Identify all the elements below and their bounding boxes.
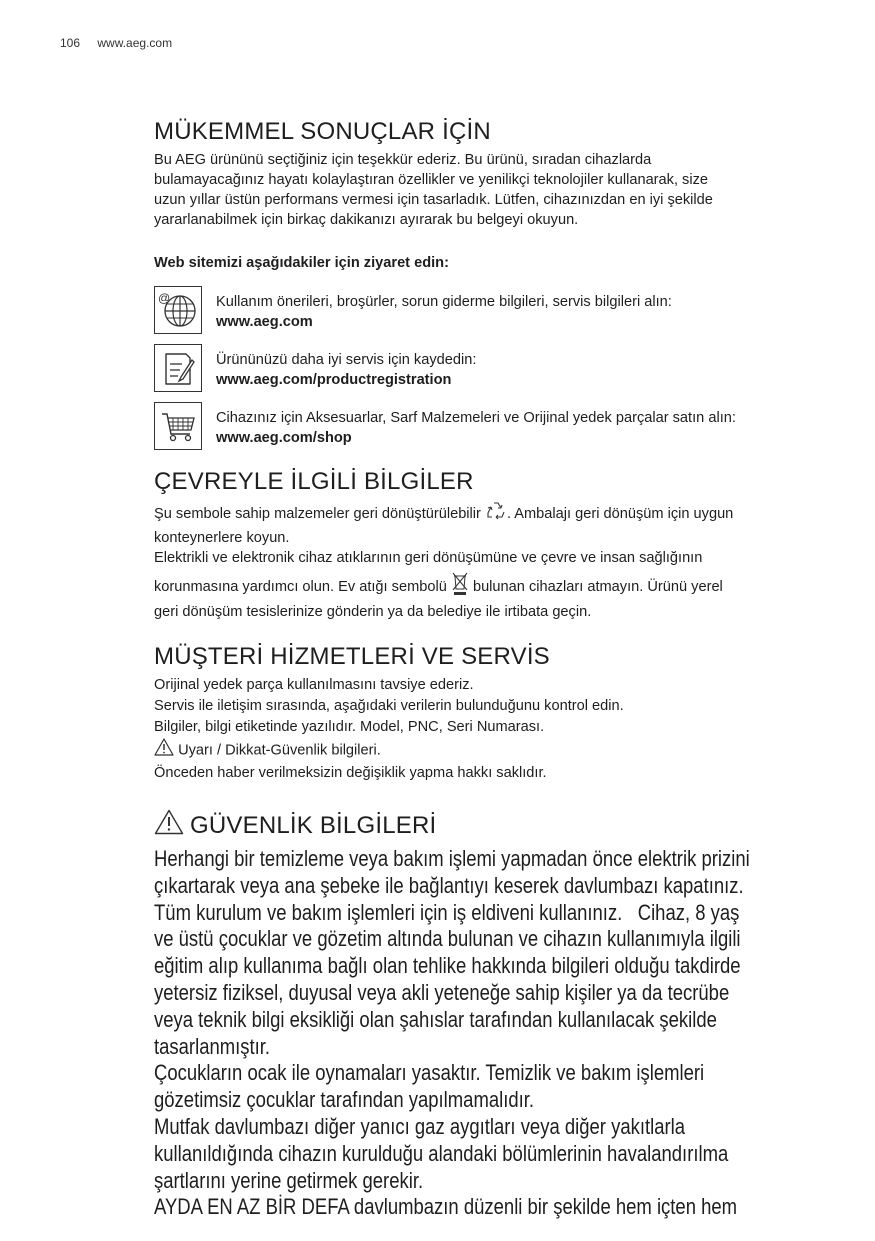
header-website[interactable]: www.aeg.com [97,36,173,50]
environment-text: konteynerlere koyun. [154,530,290,546]
globe-icon [154,286,202,334]
intro-line: bulamayacağınız hayatı kolaylaştıran özellikler ve yenilikçi teknolojiler kullanarak, size [154,172,709,188]
link-row-info [154,286,824,334]
environment-text: geri dönüşüm tesislerinize gönderin ya da belediye ile irtibata geçin. [154,604,592,620]
service-text: Önceden haber verilmeksizin değişiklik yapma hakkı saklıdır. [154,765,547,781]
section-perfect-results [154,118,824,450]
intro-line: uzun yıllar üstün performans vermesi için tasarladık. Lütfen, cihazınızdan en iyi şekilde [154,192,713,208]
section-title-perfect-results: MÜKEMMEL SONUÇLAR İÇİN [154,118,491,145]
registration-icon [154,344,202,392]
shopping-cart-icon [154,402,202,450]
section-customer-service [154,643,824,784]
safety-line: çıkartarak veya ana şebeke ile bağlantıyı keserek davlumbazı kapatınız. [154,872,744,898]
intro-paragraph [154,150,824,230]
service-text: Bilgiler, bilgi etiketinde yazılıdır. Model, PNC, Seri Numarası. [154,719,545,735]
weee-bin-icon [451,572,469,602]
environment-text: bulunan cihazları atmayın. Ürünü yerel [472,578,723,595]
service-text: Servis ile iletişim sırasında, aşağıdaki verilerin bulunduğunu kontrol edin. [154,698,624,714]
safety-line: eğitim alıp kullanıma bağlı olan tehlike hakkında bilgileri olduğu takdirde [154,953,741,979]
service-paragraph [154,675,824,784]
safety-paragraph [154,846,818,1221]
environment-text: korunmasına yardımcı olun. Ev atığı sembolü [154,578,447,595]
page-number: 106 [60,36,81,50]
link-url[interactable]: www.aeg.com [216,314,313,330]
environment-paragraph [154,500,824,622]
intro-line: Bu AEG ürününü seçtiğiniz için teşekkür ederiz. Bu ürünü, sıradan cihazlarda [154,152,652,168]
link-url[interactable]: www.aeg.com/productregistration [216,372,452,388]
safety-line: Mutfak davlumbazı diğer yanıcı gaz aygıtları veya diğer yakıtlarla [154,1113,686,1139]
svg-text:@: @ [158,291,171,305]
visit-label: Web sitemizi aşağıdakiler için ziyaret edin: [154,255,449,271]
safety-line: Herhangi bir temizleme veya bakım işlemi yapmadan önce elektrik prizini [154,846,750,871]
link-description: Ürününüzü daha iyi servis için kaydedin: [216,352,477,368]
document-content [154,118,824,1221]
safety-line: yetersiz fiziksel, duyusal veya akli yeteneğe sahip kişiler ya da tecrübe [154,979,730,1005]
safety-title-text: GÜVENLİK BİLGİLERİ [190,811,437,839]
warning-icon [154,809,184,842]
warning-icon [154,738,174,763]
safety-line: şartlarını yerine getirmek gerekir. [154,1167,424,1193]
page-header [60,36,172,50]
service-text: Uyarı / Dikkat-Güvenlik bilgileri. [178,742,381,759]
intro-line: yararlanabilmek için birkaç dakikanızı ayırarak bu belgeyi okuyun. [154,212,579,228]
environment-text: . Ambalajı geri dönüşüm için uygun [506,505,734,522]
safety-line: tasarlanmıştır. [154,1033,271,1059]
section-title-customer-service: MÜŞTERİ HİZMETLERİ VE SERVİS [154,643,550,670]
link-url[interactable]: www.aeg.com/shop [216,430,352,446]
environment-text: Elektrikli ve elektronik cihaz atıklarının geri dönüşümüne ve çevre ve insan sağlığının [154,550,703,566]
section-environment [154,468,824,622]
link-row-shop [154,402,824,450]
section-safety [154,809,824,1221]
link-description: Cihazınız için Aksesuarlar, Sarf Malzemeleri ve Orijinal yedek parçalar satın alın: [216,410,736,426]
link-description: Kullanım önerileri, broşürler, sorun giderme bilgileri, servis bilgileri alın: [216,294,672,310]
link-row-registration [154,344,824,392]
safety-line: veya teknik bilgi eksikliği olan şahıslar tarafından kullanılacak şekilde [154,1006,717,1032]
safety-line: kullanıldığında cihazın kurulduğu alandaki bölümlerinin havalandırılma [154,1140,729,1166]
safety-line: Tüm kurulum ve bakım işlemleri için iş eldiveni kullanınız. Cihaz, 8 yaş [154,899,740,925]
section-title-safety [154,809,824,842]
safety-line: ve üstü çocuklar ve gözetim altında bulunan ve cihazın kullanımıyla ilgili [154,926,741,952]
recycle-icon [485,500,507,528]
safety-line: Çocukların ocak ile oynamaları yasaktır. Temizlik ve bakım işlemleri [154,1060,705,1086]
safety-line: gözetimsiz çocuklar tarafından yapılmamalıdır. [154,1087,535,1113]
environment-text: Şu sembole sahip malzemeler geri dönüştürülebilir [154,505,481,522]
service-text: Orijinal yedek parça kullanılmasını tavsiye ederiz. [154,677,474,693]
section-title-environment: ÇEVREYLE İLGİLİ BİLGİLER [154,468,474,495]
safety-line: AYDA EN AZ BİR DEFA davlumbazın düzenli bir şekilde hem içten hem [154,1194,738,1220]
